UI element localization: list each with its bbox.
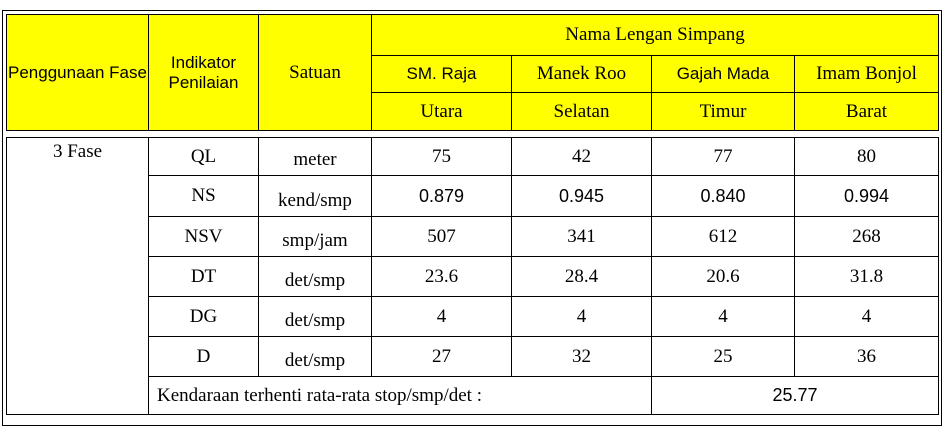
value-cell: 77 <box>652 138 795 176</box>
phase-cell <box>7 297 149 337</box>
value-cell: 0.994 <box>795 176 939 217</box>
value-cell: 31.8 <box>795 257 939 297</box>
header-arm-group: Nama Lengan Simpang <box>372 15 939 56</box>
value-cell: 4 <box>512 297 652 337</box>
header-indicator: Indikator Penilaian <box>149 15 259 131</box>
value-cell: 75 <box>372 138 512 176</box>
value-cell: 42 <box>512 138 652 176</box>
phase-cell <box>7 217 149 257</box>
value-cell: 36 <box>795 337 939 377</box>
value-cell: 4 <box>795 297 939 337</box>
value-cell: 28.4 <box>512 257 652 297</box>
arm-name: Gajah Mada <box>652 56 795 93</box>
value-cell: 4 <box>652 297 795 337</box>
value-cell: 0.879 <box>372 176 512 217</box>
value-cell: 23.6 <box>372 257 512 297</box>
header-gap <box>7 131 939 138</box>
value-cell: 27 <box>372 337 512 377</box>
value-cell: 32 <box>512 337 652 377</box>
indicator-cell: D <box>149 337 259 377</box>
unit-cell: kend/smp <box>259 176 372 217</box>
unit-cell: det/smp <box>259 297 372 337</box>
indicator-cell: NS <box>149 176 259 217</box>
phase-cell: 3 Fase <box>7 138 149 176</box>
value-cell: 507 <box>372 217 512 257</box>
value-cell: 20.6 <box>652 257 795 297</box>
indicator-cell: DT <box>149 257 259 297</box>
arm-direction: Timur <box>652 93 795 131</box>
value-cell: 0.840 <box>652 176 795 217</box>
arm-name: Manek Roo <box>512 56 652 93</box>
unit-cell: det/smp <box>259 337 372 377</box>
unit-cell: meter <box>259 138 372 176</box>
value-cell: 80 <box>795 138 939 176</box>
unit-cell: det/smp <box>259 257 372 297</box>
indicator-cell: DG <box>149 297 259 337</box>
value-cell: 4 <box>372 297 512 337</box>
phase-cell <box>7 257 149 297</box>
arm-direction: Selatan <box>512 93 652 131</box>
value-cell: 0.945 <box>512 176 652 217</box>
value-cell: 341 <box>512 217 652 257</box>
phase-cell <box>7 176 149 217</box>
phase-cell <box>7 337 149 377</box>
unit-cell: smp/jam <box>259 217 372 257</box>
indicator-cell: QL <box>149 138 259 176</box>
table-frame <box>2 10 942 426</box>
arm-direction: Utara <box>372 93 512 131</box>
value-cell: 268 <box>795 217 939 257</box>
summary-label: Kendaraan terhenti rata-rata stop/smp/det : <box>149 377 652 415</box>
arm-name: Imam Bonjol <box>795 56 939 93</box>
header-unit: Satuan <box>259 15 372 131</box>
arm-direction: Barat <box>795 93 939 131</box>
header-usage-phase: Penggunaan Fase <box>7 15 149 131</box>
phase-cell-empty <box>7 377 149 415</box>
value-cell: 25 <box>652 337 795 377</box>
value-cell: 612 <box>652 217 795 257</box>
results-table <box>6 14 939 415</box>
arm-name: SM. Raja <box>372 56 512 93</box>
summary-value: 25.77 <box>652 377 939 415</box>
indicator-cell: NSV <box>149 217 259 257</box>
